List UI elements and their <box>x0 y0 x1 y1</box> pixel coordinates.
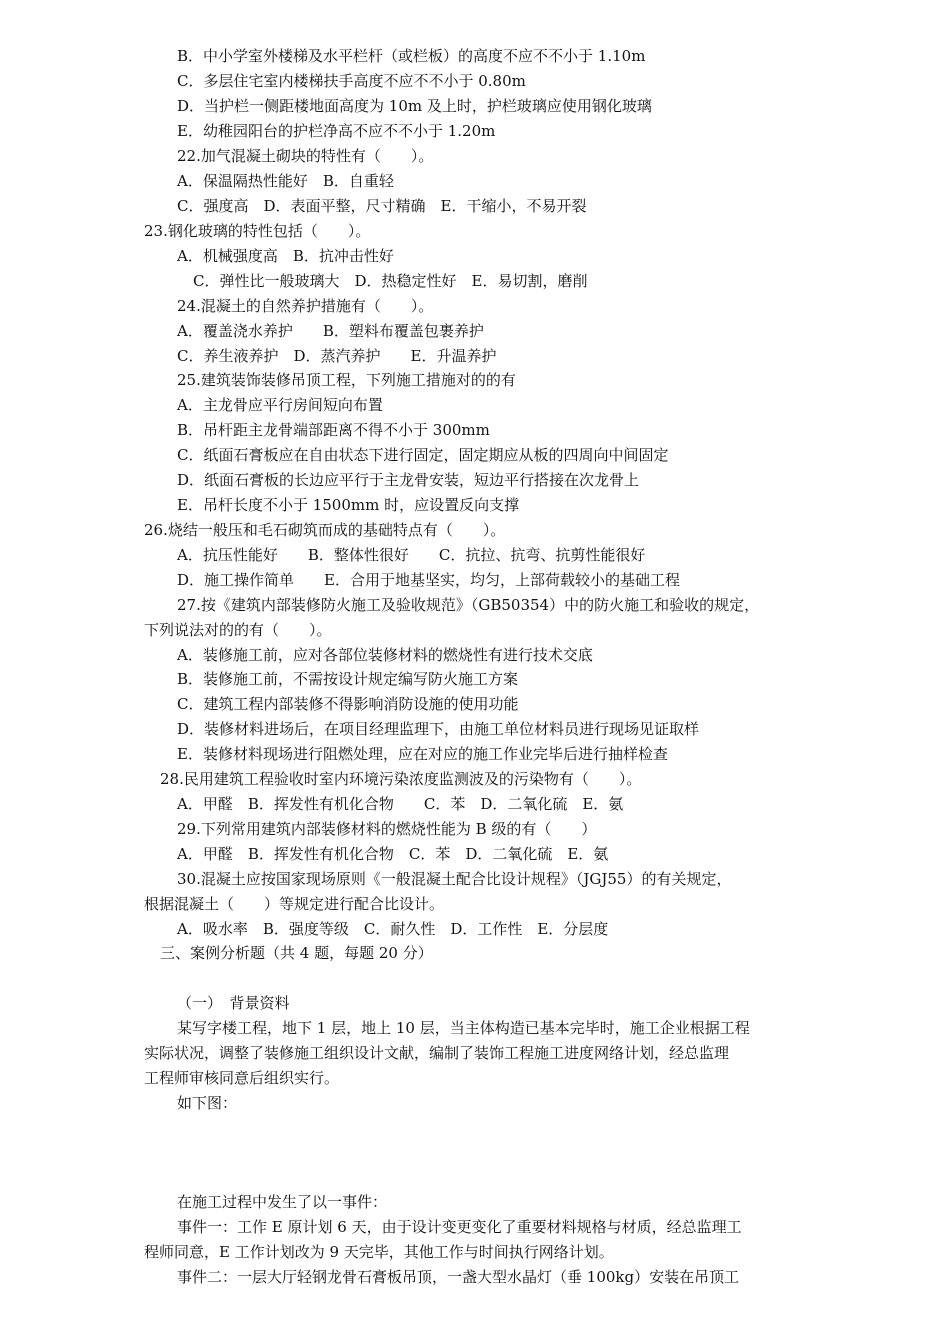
options-23-ab: A．机械强度高 B．抗冲击性好 <box>177 247 394 265</box>
option-25-e: E．吊杆长度不小于 1500mm 时，应设置反向支撑 <box>177 496 520 514</box>
question-25: 25.建筑装饰装修吊顶工程，下列施工措施对的的有 <box>177 371 516 389</box>
event-1-line-2: 程师同意，E 工作计划改为 9 天完毕，其他工作与时间执行网络计划。 <box>144 1243 614 1261</box>
option-21-c: C．多层住宅室内楼梯扶手高度不应不不小于 0.80m <box>177 72 526 90</box>
option-21-e: E．幼稚园阳台的护栏净高不应不不小于 1.20m <box>177 122 496 140</box>
option-27-e: E．装修材料现场进行阻燃处理，应在对应的施工作业完毕后进行抽样检查 <box>177 745 668 763</box>
option-27-a: A．装修施工前，应对各部位装修材料的燃烧性有进行技术交底 <box>177 646 593 664</box>
options-28: A．甲醛 B．挥发性有机化合物 C．苯 D．二氧化硫 E．氨 <box>177 795 624 813</box>
question-27: 27.按《建筑内部装修防火施工及验收规范》（GB50354）中的防火施工和验收的规定， <box>177 596 760 614</box>
options-22-ab: A．保温隔热性能好 B．自重轻 <box>177 172 394 190</box>
option-21-b: B．中小学室外楼梯及水平栏杆（或栏板）的高度不应不不小于 1.10m <box>177 47 646 65</box>
option-25-a: A．主龙骨应平行房间短向布置 <box>177 396 383 414</box>
section-heading-case-analysis: 三、案例分析题（共 4 题，每题 20 分） <box>160 944 433 962</box>
options-29: A．甲醛 B．挥发性有机化合物 C．苯 D．二氧化硫 E．氨 <box>177 845 609 863</box>
question-24: 24.混凝土的自然养护措施有（ ）。 <box>177 297 434 315</box>
case-1-heading: （一） 背景资料 <box>177 994 290 1012</box>
question-27-cont: 下列说法对的的有（ ）。 <box>144 621 332 639</box>
options-22-cde: C．强度高 D．表面平整，尺寸精确 E．干缩小，不易开裂 <box>177 197 587 215</box>
case-1-para-line-3: 工程师审核同意后组织实行。 <box>144 1069 340 1087</box>
event-2-line-1: 事件二：一层大厅轻钢龙骨石膏板吊顶，一盏大型水晶灯（垂 100kg）安装在吊顶工 <box>177 1268 740 1286</box>
options-26-abc: A．抗压性能好 B．整体性很好 C．抗拉、抗弯、抗剪性能很好 <box>177 546 646 564</box>
options-26-de: D．施工操作简单 E．合用于地基坚实，均匀，上部荷载较小的基础工程 <box>177 571 680 589</box>
event-1-line-1: 事件一：工作 E 原计划 6 天，由于设计变更变化了重要材料规格与材质，经总监理工 <box>177 1218 742 1236</box>
option-27-d: D．装修材料进场后，在项目经理监理下，由施工单位材料员进行现场见证取样 <box>177 720 700 738</box>
option-21-d: D．当护栏一侧距楼地面高度为 10m 及上时，护栏玻璃应使用钢化玻璃 <box>177 97 652 115</box>
options-30: A．吸水率 B．强度等级 C．耐久性 D．工作性 E．分层度 <box>177 920 609 938</box>
options-24-cde: C．养生液养护 D．蒸汽养护 E．升温养护 <box>177 347 497 365</box>
question-23: 23.钢化玻璃的特性包括（ ）。 <box>144 222 371 240</box>
options-24-ab: A．覆盖浇水养护 B．塑料布覆盖包裹养护 <box>177 322 484 340</box>
option-27-b: B．装修施工前，不需按设计规定编写防火施工方案 <box>177 670 519 688</box>
events-intro: 在施工过程中发生了以一事件： <box>177 1193 388 1211</box>
question-30-cont: 根据混凝土（ ）等规定进行配合比设计。 <box>144 895 445 913</box>
case-1-para-line-2: 实际状况，调整了装修施工组织设计文献，编制了装饰工程施工进度网络计划，经总监理 <box>144 1044 730 1062</box>
option-25-c: C．纸面石膏板应在自由状态下进行固定，固定期应从板的四周向中间固定 <box>177 446 669 464</box>
question-28: 28.民用建筑工程验收时室内环境污染浓度监测波及的污染物有（ ）。 <box>160 770 642 788</box>
question-29: 29.下列常用建筑内部装修材料的燃烧性能为 B 级的有（ ） <box>177 820 597 838</box>
question-26: 26.烧结一般压和毛石砌筑而成的基础特点有（ ）。 <box>144 521 506 539</box>
figure-reference: 如下图： <box>177 1094 238 1112</box>
options-23-cde: C．弹性比一般玻璃大 D．热稳定性好 E．易切割，磨削 <box>193 272 588 290</box>
question-22: 22.加气混凝土砌块的特性有（ ）。 <box>177 147 434 165</box>
question-30: 30.混凝土应按国家现场原则《一般混凝土配合比设计规程》（JGJ55）的有关规定， <box>177 870 732 888</box>
option-27-c: C．建筑工程内部装修不得影响消防设施的使用功能 <box>177 695 519 713</box>
option-25-d: D．纸面石膏板的长边应平行于主龙骨安装，短边平行搭接在次龙骨上 <box>177 471 640 489</box>
case-1-para-line-1: 某写字楼工程，地下 1 层，地上 10 层，当主体构造已基本完毕时，施工企业根据工程 <box>177 1019 750 1037</box>
option-25-b: B．吊杆距主龙骨端部距离不得不小于 300mm <box>177 421 490 439</box>
